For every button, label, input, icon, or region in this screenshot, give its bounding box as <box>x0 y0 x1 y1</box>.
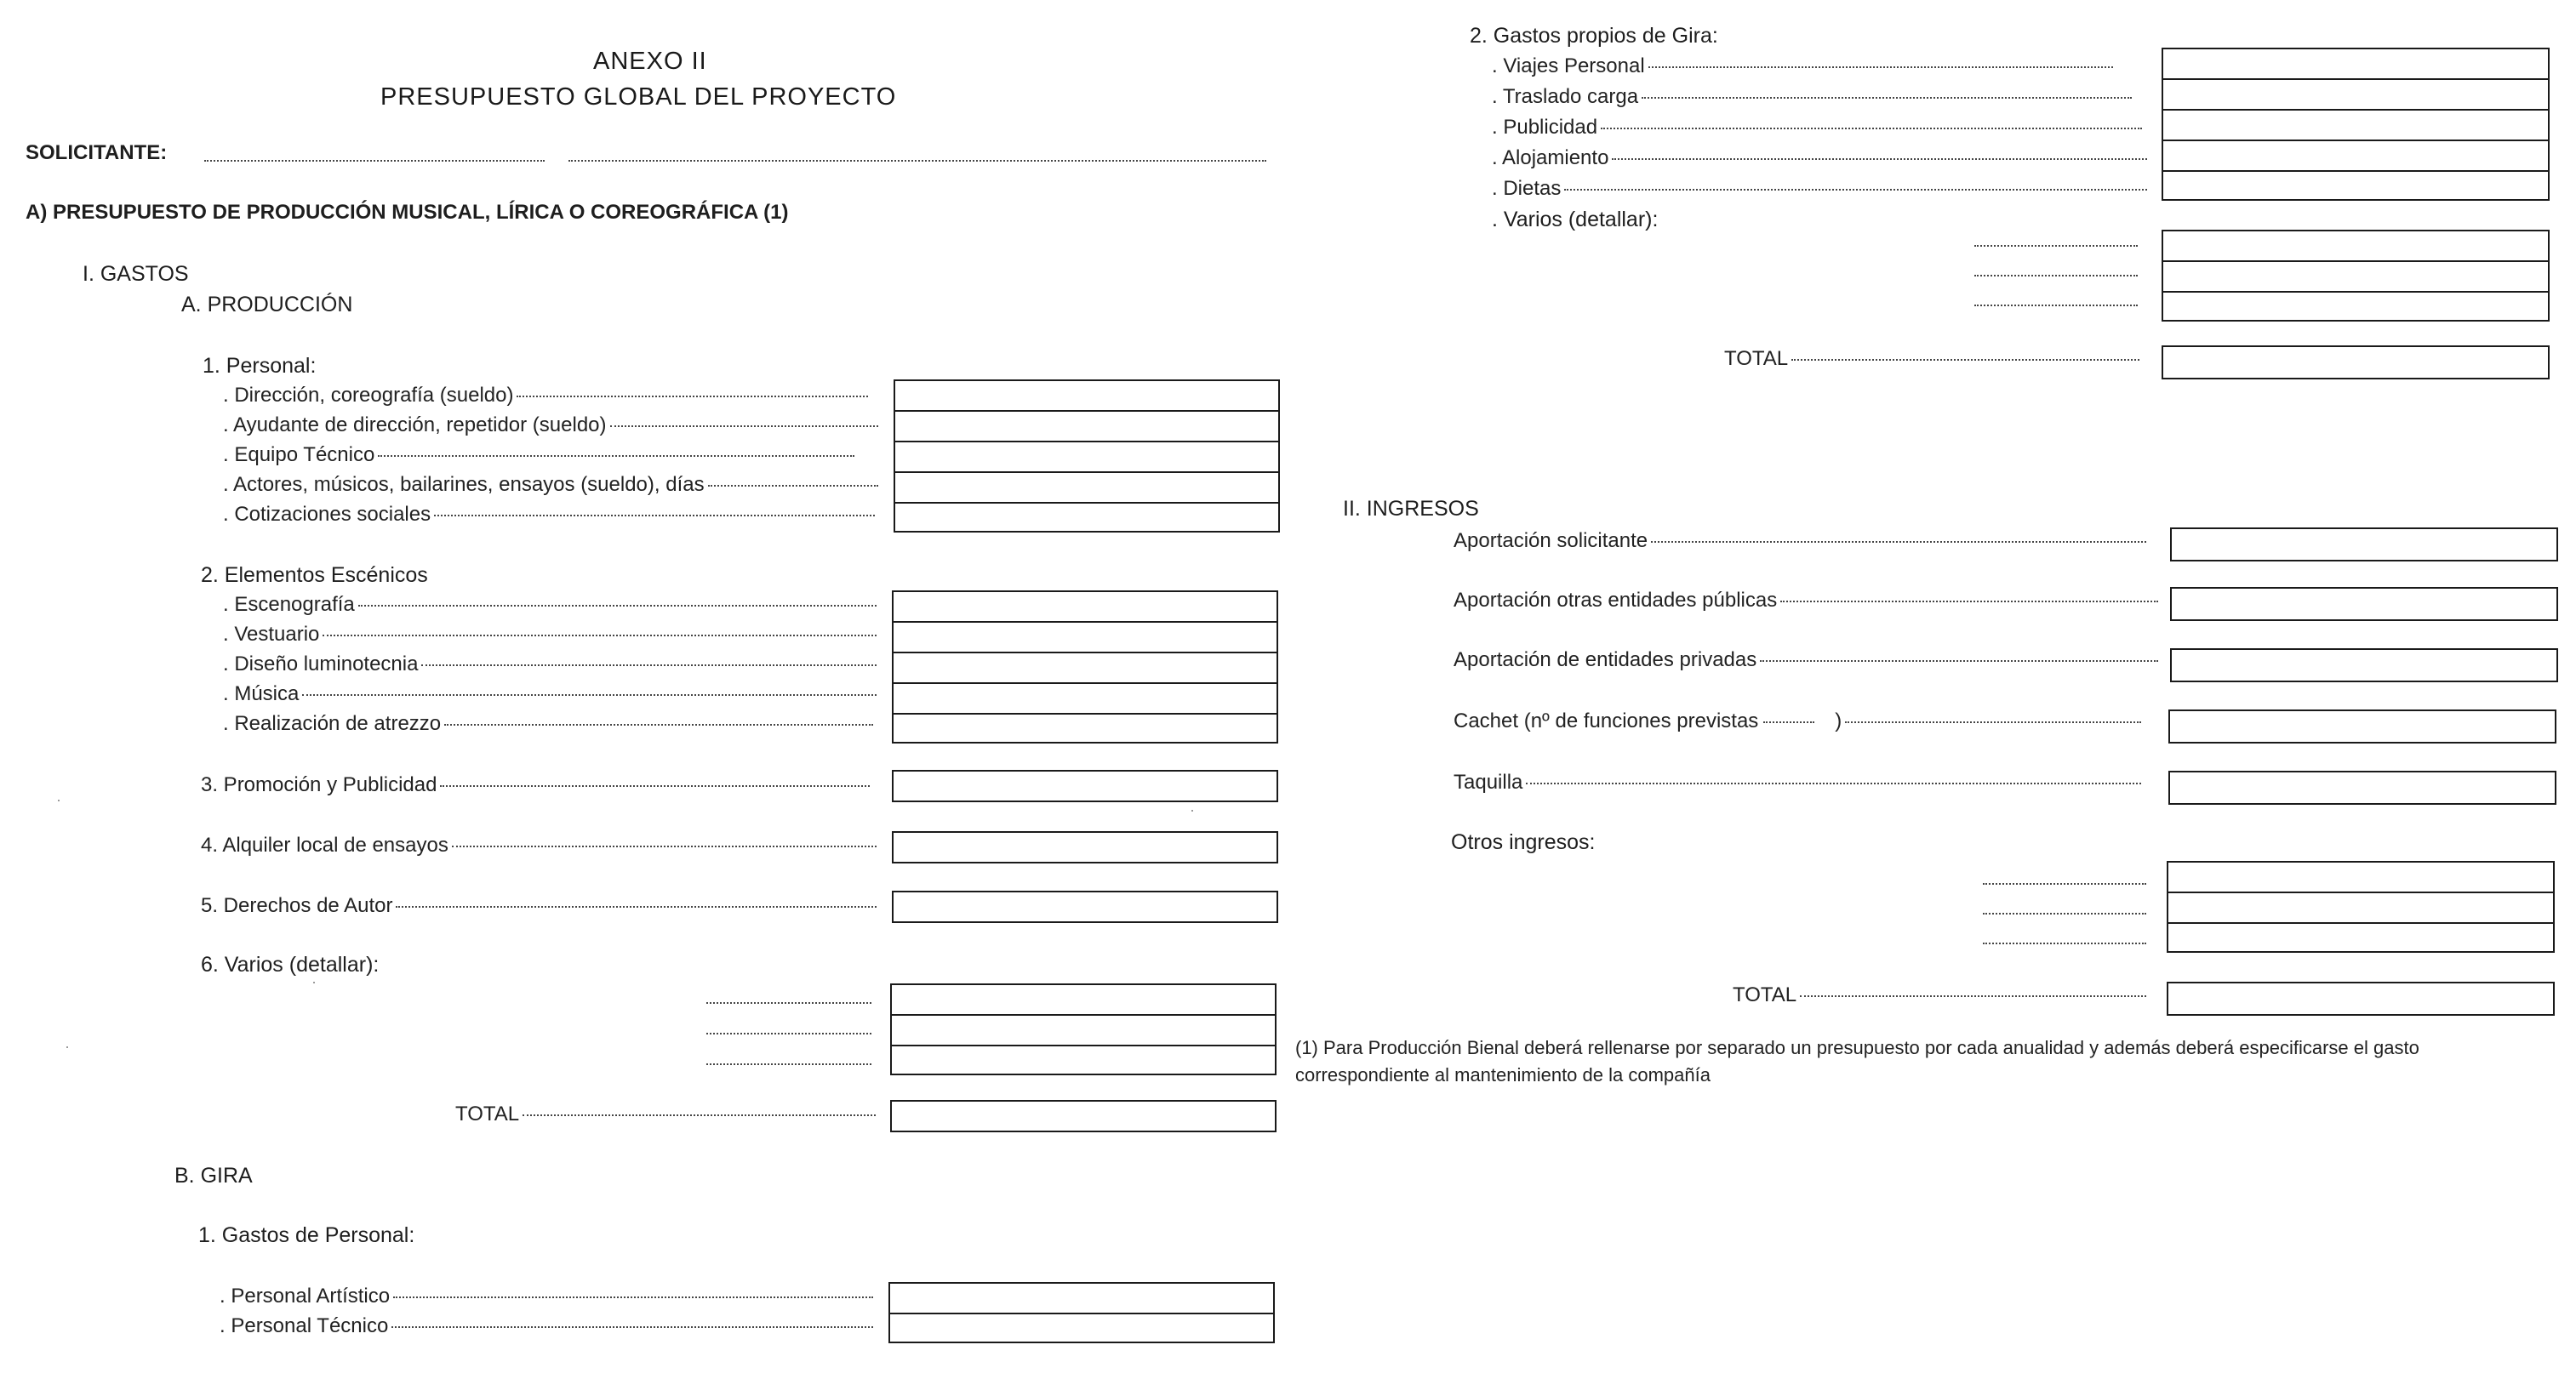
amount-box-atrezzo[interactable] <box>892 713 1278 744</box>
line-luminotecnia <box>223 652 877 676</box>
line-label: . Viajes Personal <box>1492 54 1645 77</box>
amount-box-total-gira[interactable] <box>2162 345 2550 379</box>
line-aportacion-solicitante <box>1454 529 2146 553</box>
amount-box-total-ingresos[interactable] <box>2167 982 2555 1016</box>
dot-leader <box>391 1326 873 1328</box>
dot-leader <box>1760 660 2158 662</box>
line-derechos <box>201 894 877 918</box>
gira-varios-detail-3[interactable] <box>1974 305 2138 306</box>
line-direccion <box>223 384 868 407</box>
amount-box-vestuario[interactable] <box>892 621 1278 652</box>
line-label: Aportación otras entidades públicas <box>1454 589 1778 612</box>
scan-speck <box>58 800 60 801</box>
line-actores <box>223 473 878 497</box>
line-total-gira <box>1724 347 2139 371</box>
line-label: . Realización de atrezzo <box>223 712 442 735</box>
dot-leader <box>708 485 878 487</box>
line-label: . Dietas <box>1492 177 1562 200</box>
line-label: . Cotizaciones sociales <box>223 503 431 526</box>
amount-box-aportacion-solicitante[interactable] <box>2170 527 2558 561</box>
page-title: PRESUPUESTO GLOBAL DEL PROYECTO <box>380 83 897 111</box>
dot-leader <box>444 724 873 726</box>
otros-ingresos-heading: Otros ingresos: <box>1451 830 1596 854</box>
amount-box-escenografia[interactable] <box>892 590 1278 621</box>
line-label: . Personal Artístico <box>220 1285 391 1308</box>
line-alojamiento <box>1492 146 2147 170</box>
amount-box-musica[interactable] <box>892 682 1278 713</box>
line-label: . Traslado carga <box>1492 85 1639 108</box>
scan-speck <box>66 1046 68 1048</box>
line-label: . Alojamiento <box>1492 146 1609 169</box>
line-label: Aportación de entidades privadas <box>1454 648 1757 671</box>
line-dietas <box>1492 177 2147 201</box>
dot-leader <box>378 455 854 457</box>
varios-detail-2[interactable] <box>706 1033 871 1034</box>
funciones-field[interactable] <box>1763 721 1814 723</box>
line-label: . Ayudante de dirección, repetidor (sueldo) <box>223 413 607 436</box>
amount-box-varios-1[interactable] <box>890 983 1277 1014</box>
amount-box-luminotecnia[interactable] <box>892 652 1278 682</box>
line-label: . Vestuario <box>223 623 320 646</box>
total-label: TOTAL <box>1724 347 1789 370</box>
amount-box-taquilla[interactable] <box>2168 771 2556 805</box>
line-escenografia <box>223 593 877 617</box>
line-label: Taquilla <box>1454 771 1523 794</box>
applicant-field-2[interactable] <box>568 160 1266 162</box>
gira-personal-heading: 1. Gastos de Personal: <box>198 1223 415 1247</box>
dot-leader <box>1642 97 2132 99</box>
ingresos-heading: II. INGRESOS <box>1343 497 1479 521</box>
amount-box-viajes[interactable] <box>2162 48 2550 78</box>
line-label: . Equipo Técnico <box>223 443 375 466</box>
gira-heading: B. GIRA <box>174 1164 253 1188</box>
varios-detail-1[interactable] <box>706 1002 871 1004</box>
line-label: . Personal Técnico <box>220 1314 389 1337</box>
dot-leader <box>1564 189 2147 191</box>
dot-leader <box>1800 995 2146 997</box>
line-viajes <box>1492 54 2113 78</box>
otros-detail-3[interactable] <box>1983 943 2146 944</box>
line-label: 3. Promoción y Publicidad <box>201 773 437 796</box>
dot-leader <box>1780 601 2158 602</box>
amount-box-promocion[interactable] <box>892 770 1278 802</box>
amount-box-otros-1[interactable] <box>2167 861 2555 892</box>
line-label: . Dirección, coreografía (sueldo) <box>223 384 514 407</box>
otros-detail-2[interactable] <box>1983 913 2146 915</box>
dot-leader <box>1845 721 2141 723</box>
dot-leader <box>393 1296 873 1298</box>
dot-leader <box>1791 359 2139 361</box>
scan-speck <box>313 982 315 983</box>
amount-box-gira-varios-3[interactable] <box>2162 291 2550 322</box>
gastos-heading: I. GASTOS <box>83 262 189 286</box>
gira-varios-detail-1[interactable] <box>1974 245 2138 247</box>
varios-detail-3[interactable] <box>706 1063 871 1065</box>
dot-leader <box>1612 158 2147 160</box>
line-vestuario <box>223 623 877 647</box>
line-atrezzo <box>223 712 873 736</box>
dot-leader <box>323 635 877 636</box>
dot-leader <box>421 664 877 666</box>
applicant-label: SOLICITANTE: <box>26 141 168 164</box>
gira-varios-detail-2[interactable] <box>1974 275 2138 276</box>
dot-leader <box>440 785 870 787</box>
otros-detail-1[interactable] <box>1983 883 2146 885</box>
personal-heading: 1. Personal: <box>203 354 317 378</box>
line-promocion <box>201 773 870 797</box>
line-equipo <box>223 443 854 467</box>
amount-box-cachet[interactable] <box>2168 709 2556 744</box>
varios-heading: 6. Varios (detallar): <box>201 953 380 977</box>
amount-box-dietas[interactable] <box>2162 170 2550 201</box>
line-aportacion-privadas <box>1454 648 2158 672</box>
applicant-field[interactable] <box>204 160 545 162</box>
amount-box-varios-3[interactable] <box>890 1045 1277 1075</box>
line-label: Aportación solicitante <box>1454 529 1648 552</box>
amount-box-gira-varios-2[interactable] <box>2162 260 2550 291</box>
line-aportacion-publicas <box>1454 589 2158 613</box>
amount-box-alquiler[interactable] <box>892 831 1278 863</box>
amount-box-alojamiento[interactable] <box>2162 140 2550 170</box>
line-label: . Publicidad <box>1492 116 1598 139</box>
gira-propios-heading: 2. Gastos propios de Gira: <box>1470 24 1718 48</box>
amount-box-total-produccion[interactable] <box>890 1100 1277 1132</box>
line-label: . Escenografía <box>223 593 355 616</box>
line-traslado <box>1492 85 2132 109</box>
amount-box-aportacion-publicas[interactable] <box>2170 587 2558 621</box>
line-cachet <box>1454 709 2141 733</box>
line-personal-artistico <box>220 1285 873 1308</box>
amount-box-derechos[interactable] <box>892 891 1278 923</box>
cachet-close: ) <box>1835 709 1842 732</box>
gira-varios-heading: . Varios (detallar): <box>1492 208 1659 231</box>
amount-box-aportacion-privadas[interactable] <box>2170 648 2558 682</box>
dot-leader <box>1601 128 2142 129</box>
amount-box-ayudante[interactable] <box>894 410 1280 441</box>
scan-speck <box>1191 810 1193 812</box>
dot-leader <box>1648 66 2113 68</box>
amount-box-traslado[interactable] <box>2162 78 2550 109</box>
dot-leader <box>434 515 875 516</box>
produccion-heading: A. PRODUCCIÓN <box>181 293 353 316</box>
line-label: 4. Alquiler local de ensayos <box>201 834 448 857</box>
line-label: 5. Derechos de Autor <box>201 894 393 917</box>
amount-box-personal-artistico[interactable] <box>888 1282 1275 1313</box>
amount-box-publicidad[interactable] <box>2162 109 2550 140</box>
line-label: . Actores, músicos, bailarines, ensayos (sueldo), días <box>223 473 705 496</box>
total-label: TOTAL <box>1733 983 1797 1006</box>
dot-leader <box>523 1114 876 1116</box>
footnote: (1) Para Producción Bienal deberá rellenarse por separado un presupuesto por cada anualidad y además deberá especificarse el gasto correspondiente al mantenimiento de la compañía <box>1295 1037 2419 1086</box>
escenicos-heading: 2. Elementos Escénicos <box>201 563 428 587</box>
dot-leader <box>358 605 877 607</box>
line-cotizaciones <box>223 503 875 527</box>
dot-leader <box>452 846 877 847</box>
amount-box-varios-2[interactable] <box>890 1014 1277 1045</box>
amount-box-cotizaciones[interactable] <box>894 502 1280 533</box>
line-personal-tecnico <box>220 1314 873 1338</box>
line-total-ingresos <box>1733 983 2146 1007</box>
line-label: . Música <box>223 682 300 705</box>
dot-leader <box>1651 541 2146 543</box>
dot-leader <box>1526 783 2141 784</box>
amount-box-actores[interactable] <box>894 471 1280 502</box>
dot-leader <box>517 396 868 397</box>
line-alquiler <box>201 834 877 858</box>
total-label: TOTAL <box>455 1103 520 1125</box>
amount-box-equipo[interactable] <box>894 441 1280 471</box>
line-publicidad <box>1492 116 2142 140</box>
annex-title: ANEXO II <box>593 48 707 75</box>
amount-box-direccion[interactable] <box>894 379 1280 410</box>
amount-box-gira-varios-1[interactable] <box>2162 230 2550 260</box>
amount-box-otros-2[interactable] <box>2167 892 2555 922</box>
dot-leader <box>610 425 878 427</box>
amount-box-otros-3[interactable] <box>2167 922 2555 953</box>
dot-leader <box>302 694 877 696</box>
dot-leader <box>396 906 877 908</box>
line-label: Cachet (nº de funciones previstas <box>1454 709 1759 732</box>
amount-box-personal-tecnico[interactable] <box>888 1313 1275 1343</box>
line-taquilla <box>1454 771 2141 795</box>
line-label: . Diseño luminotecnia <box>223 652 419 675</box>
line-ayudante <box>223 413 878 437</box>
line-musica <box>223 682 877 706</box>
section-a-title: A) PRESUPUESTO DE PRODUCCIÓN MUSICAL, LÍRICA O COREOGRÁFICA (1) <box>26 201 789 224</box>
line-total-produccion <box>455 1103 876 1126</box>
